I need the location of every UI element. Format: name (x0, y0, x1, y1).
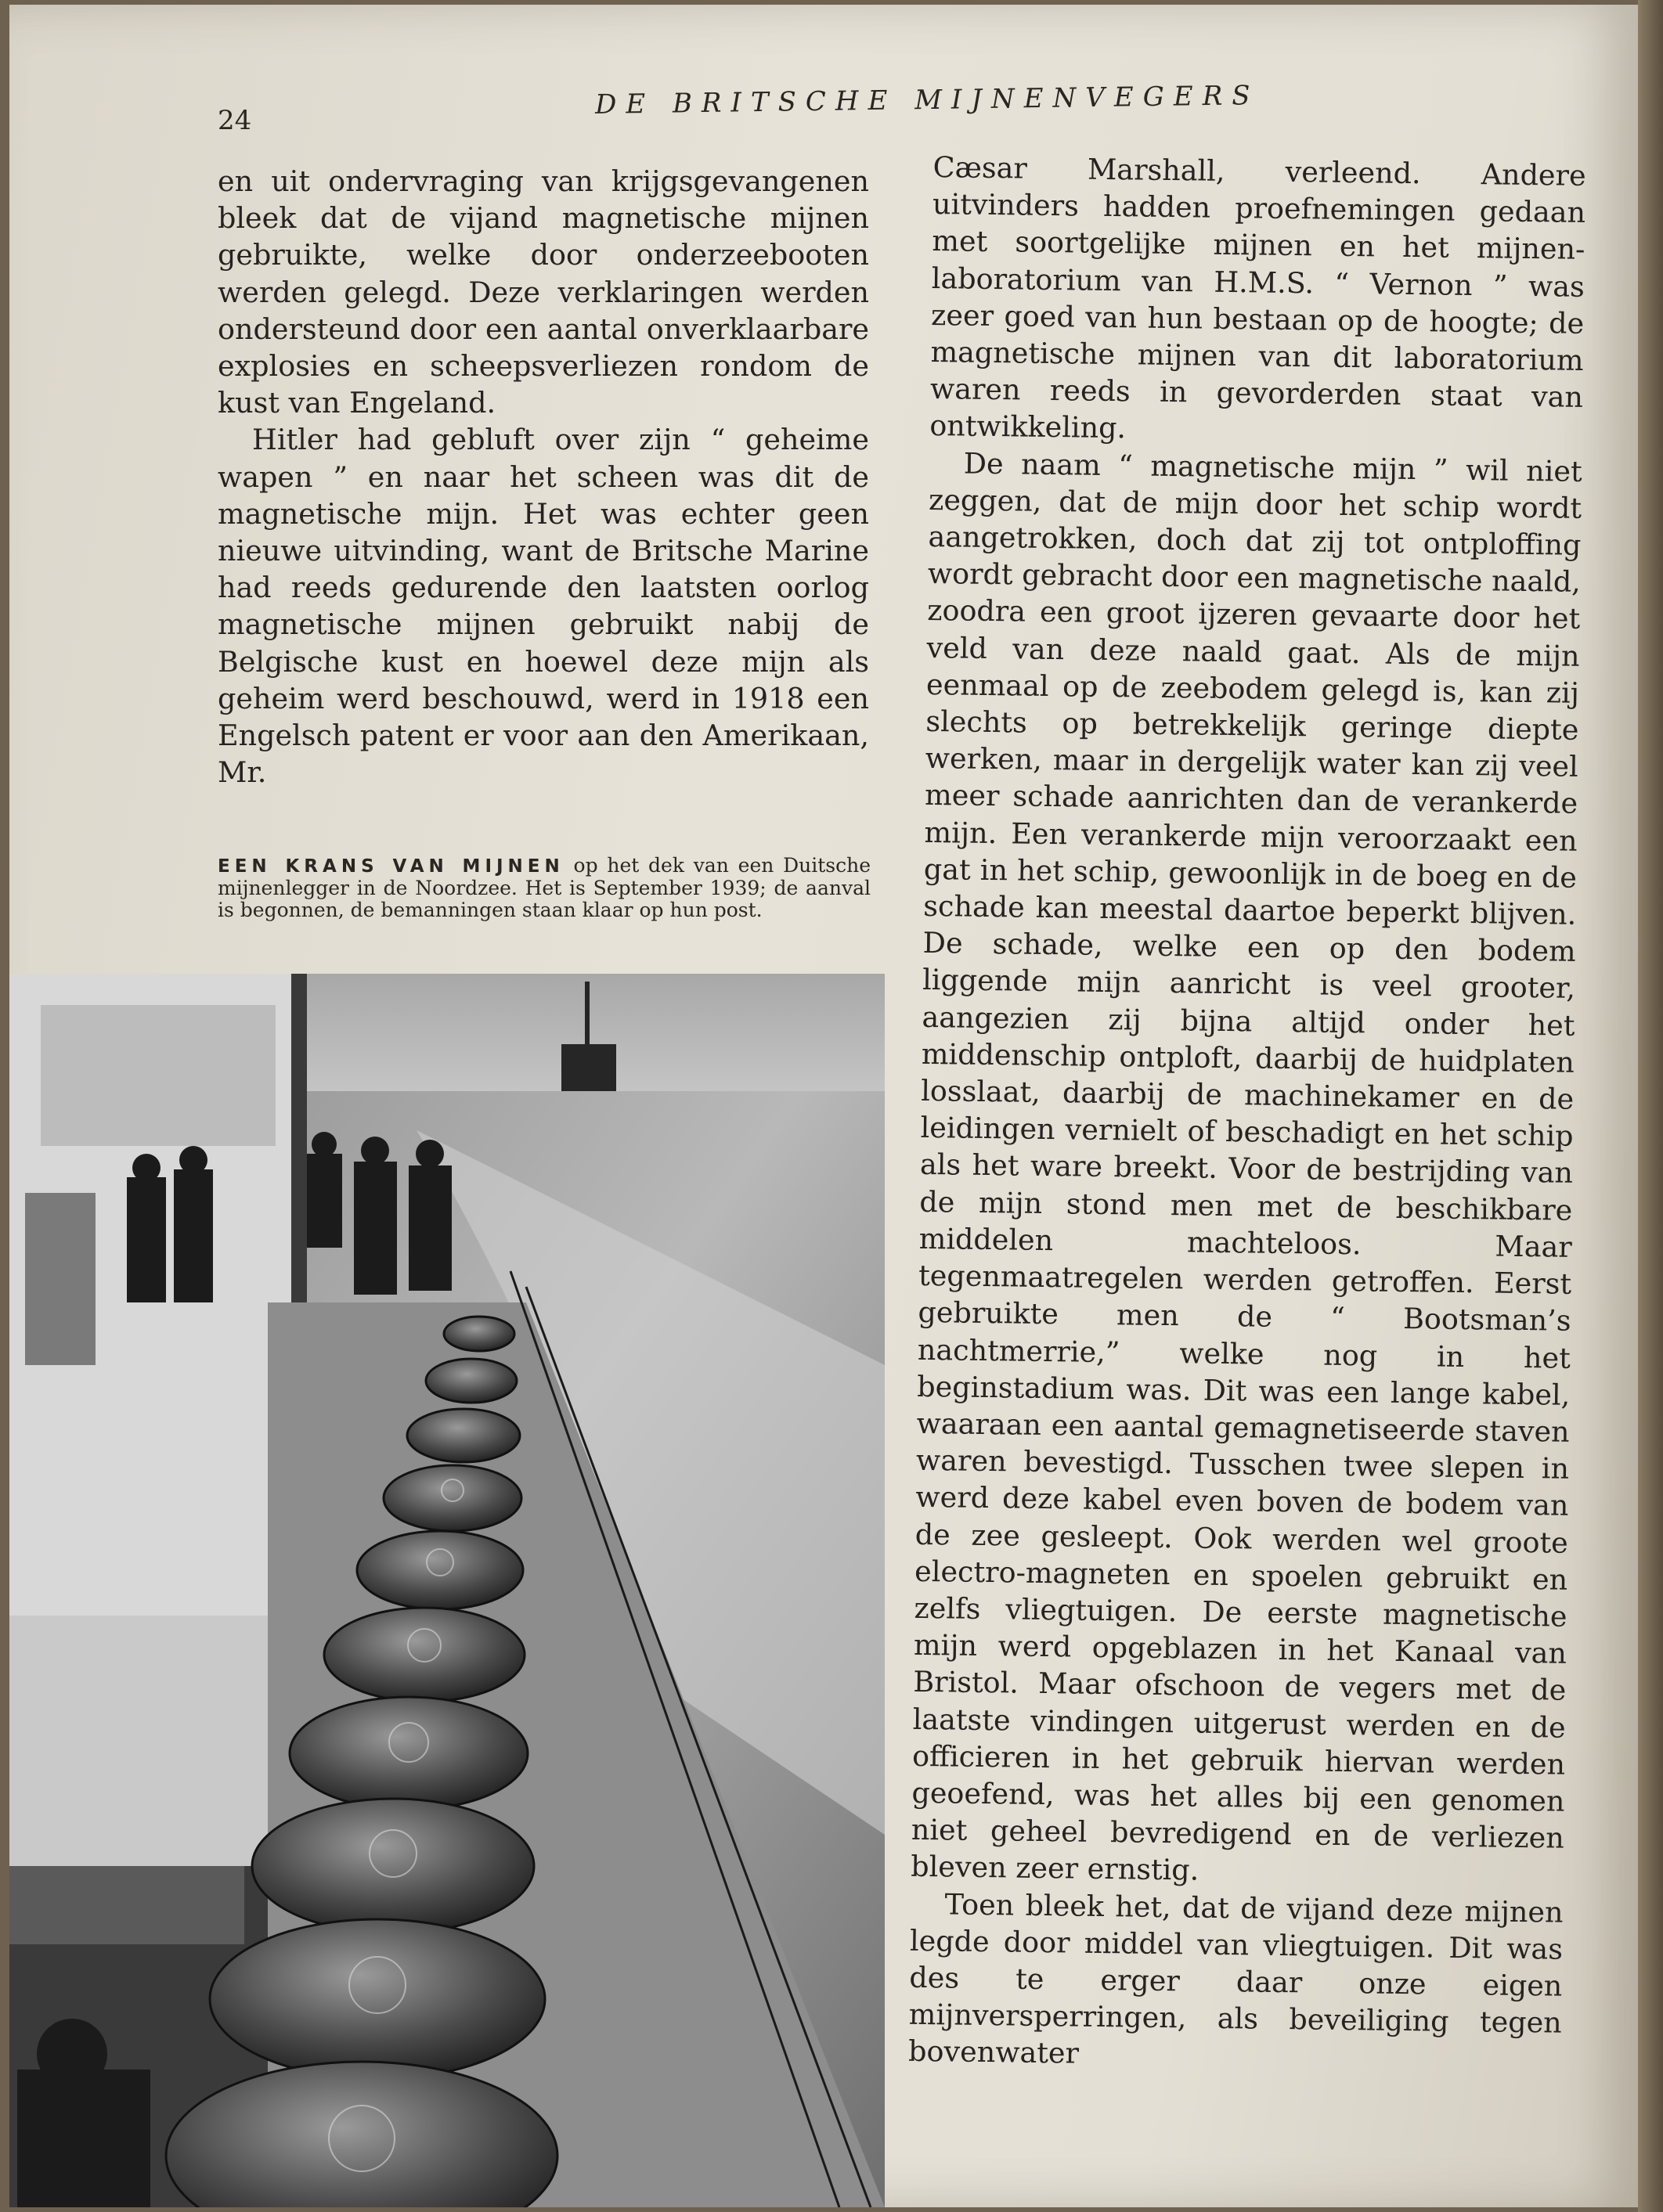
photo-caption (218, 855, 871, 921)
photo-minelayer-deck (9, 974, 885, 2207)
photo-image (9, 974, 885, 2207)
left-paragraph-2: Hitler had gebluft over zijn “ geheime wapen ” en naar het scheen was dit de magnetische mijn. Het was echter geen nieuwe uitvinding, want de Britsche Marine had reeds gedurende den laatsten oorlog magnetische mijnen gebruikt nabij de Belgische kust en hoewel deze mijn als geheim werd beschouwd, werd in 1918 een Engelsch patent er voor aan den Amerikaan, Mr. (218, 423, 869, 790)
left-column (218, 163, 869, 791)
right-paragraph-3: Toen bleek het, dat de vijand deze mijnen legde door middel van vliegtuigen. Dit was des te erger daar onze eigen mijnversperringen, als beveiliging tegen bovenwater (907, 1886, 1564, 2071)
right-paragraph-2: De naam “ magnetische mijn ” wil niet zeggen, dat de mijn door het schip wordt aangetrokken, doch dat zij tot ontploffing wordt gebracht door een magnetische naald, zoodra een groot ijzeren gevaarte door het veld van deze naald gaat. Als de mijn eenmaal op de zeebodem gelegd is, kan zij slechts op betrekkelijk geringe diepte werken, maar in dergelijk water kan zij veel meer schade aanrichten dan de verankerde mijn. Een verankerde mijn veroorzaakt een gat in het schip, gewoonlijk in de boeg en de schade kan meestal daartoe beperkt blijven. De schade, welke een op den bodem liggende mijn aanricht is veel grooter, aangezien zij bijna altijd onder het middenschip ontploft, daarbij de huidplaten losslaat, daarbij de machinekamer en de leidingen vernielt of beschadigt en het schip als het ware breekt. Voor de bestrijding van de mijn stond men met de beschikbare middelen machteloos. Maar tegenmaatregelen werden getroffen. Eerst gebruikte men de “ Bootsman’s nachtmerrie,” welke nog in het beginstadium was. Dit was een lange kabel, waaraan een aantal gemagnetiseerde staven waren bevestigd. Tusschen twee slepen in werd deze kabel even boven de bodem van de zee gesleept. Ook werden wel groote electro-magneten en spoelen gebruikt en zelfs vliegtuigen. De eerste magnetische mijn werd opgeblazen in het Kanaal van Bristol. Maar ofschoon de vegers met de laatste vindingen uitgerust werden en de officieren in het gebruik hiervan werden geoefend, was het alles bij een genomen niet geheel bevredigend en de verliezen bleven zeer ernstig. (910, 446, 1582, 1887)
left-paragraph-1: en uit ondervraging van krijgsgevangenen bleek dat de vijand magnetische mijnen gebruikte, welke door onderzeebooten werden gelegd. Deze verklaringen werden ondersteund door een aantal onverklaarbare explosies en scheepsverliezen rondom de kust van Engeland. (218, 164, 869, 420)
right-column (908, 149, 1586, 2078)
running-title: DE BRITSCHE MIJNENVEGERS (594, 80, 1260, 121)
page-number: 24 (218, 105, 252, 136)
right-paragraph-1: Cæsar Marshall, verleend. Andere uitvinders hadden proefnemingen gedaan met soortgelijke mijnen en het mijnen-laboratorium van H.M.S. “ Vernon ” was zeer goed van hun bestaan op de hoogte; de magnetische mijnen van dit laboratorium waren reeds in gevorderden staat van ontwikkeling. (929, 150, 1586, 445)
caption-text: op het dek van een Duitsche mijnenlegger in de Noordzee. Het is September 1939; de aanval is begonnen, de bemanningen staan klaar op hun post. (218, 854, 871, 921)
book-edge (1638, 0, 1663, 2212)
caption-heading: EEN KRANS VAN MIJNEN (218, 856, 565, 877)
